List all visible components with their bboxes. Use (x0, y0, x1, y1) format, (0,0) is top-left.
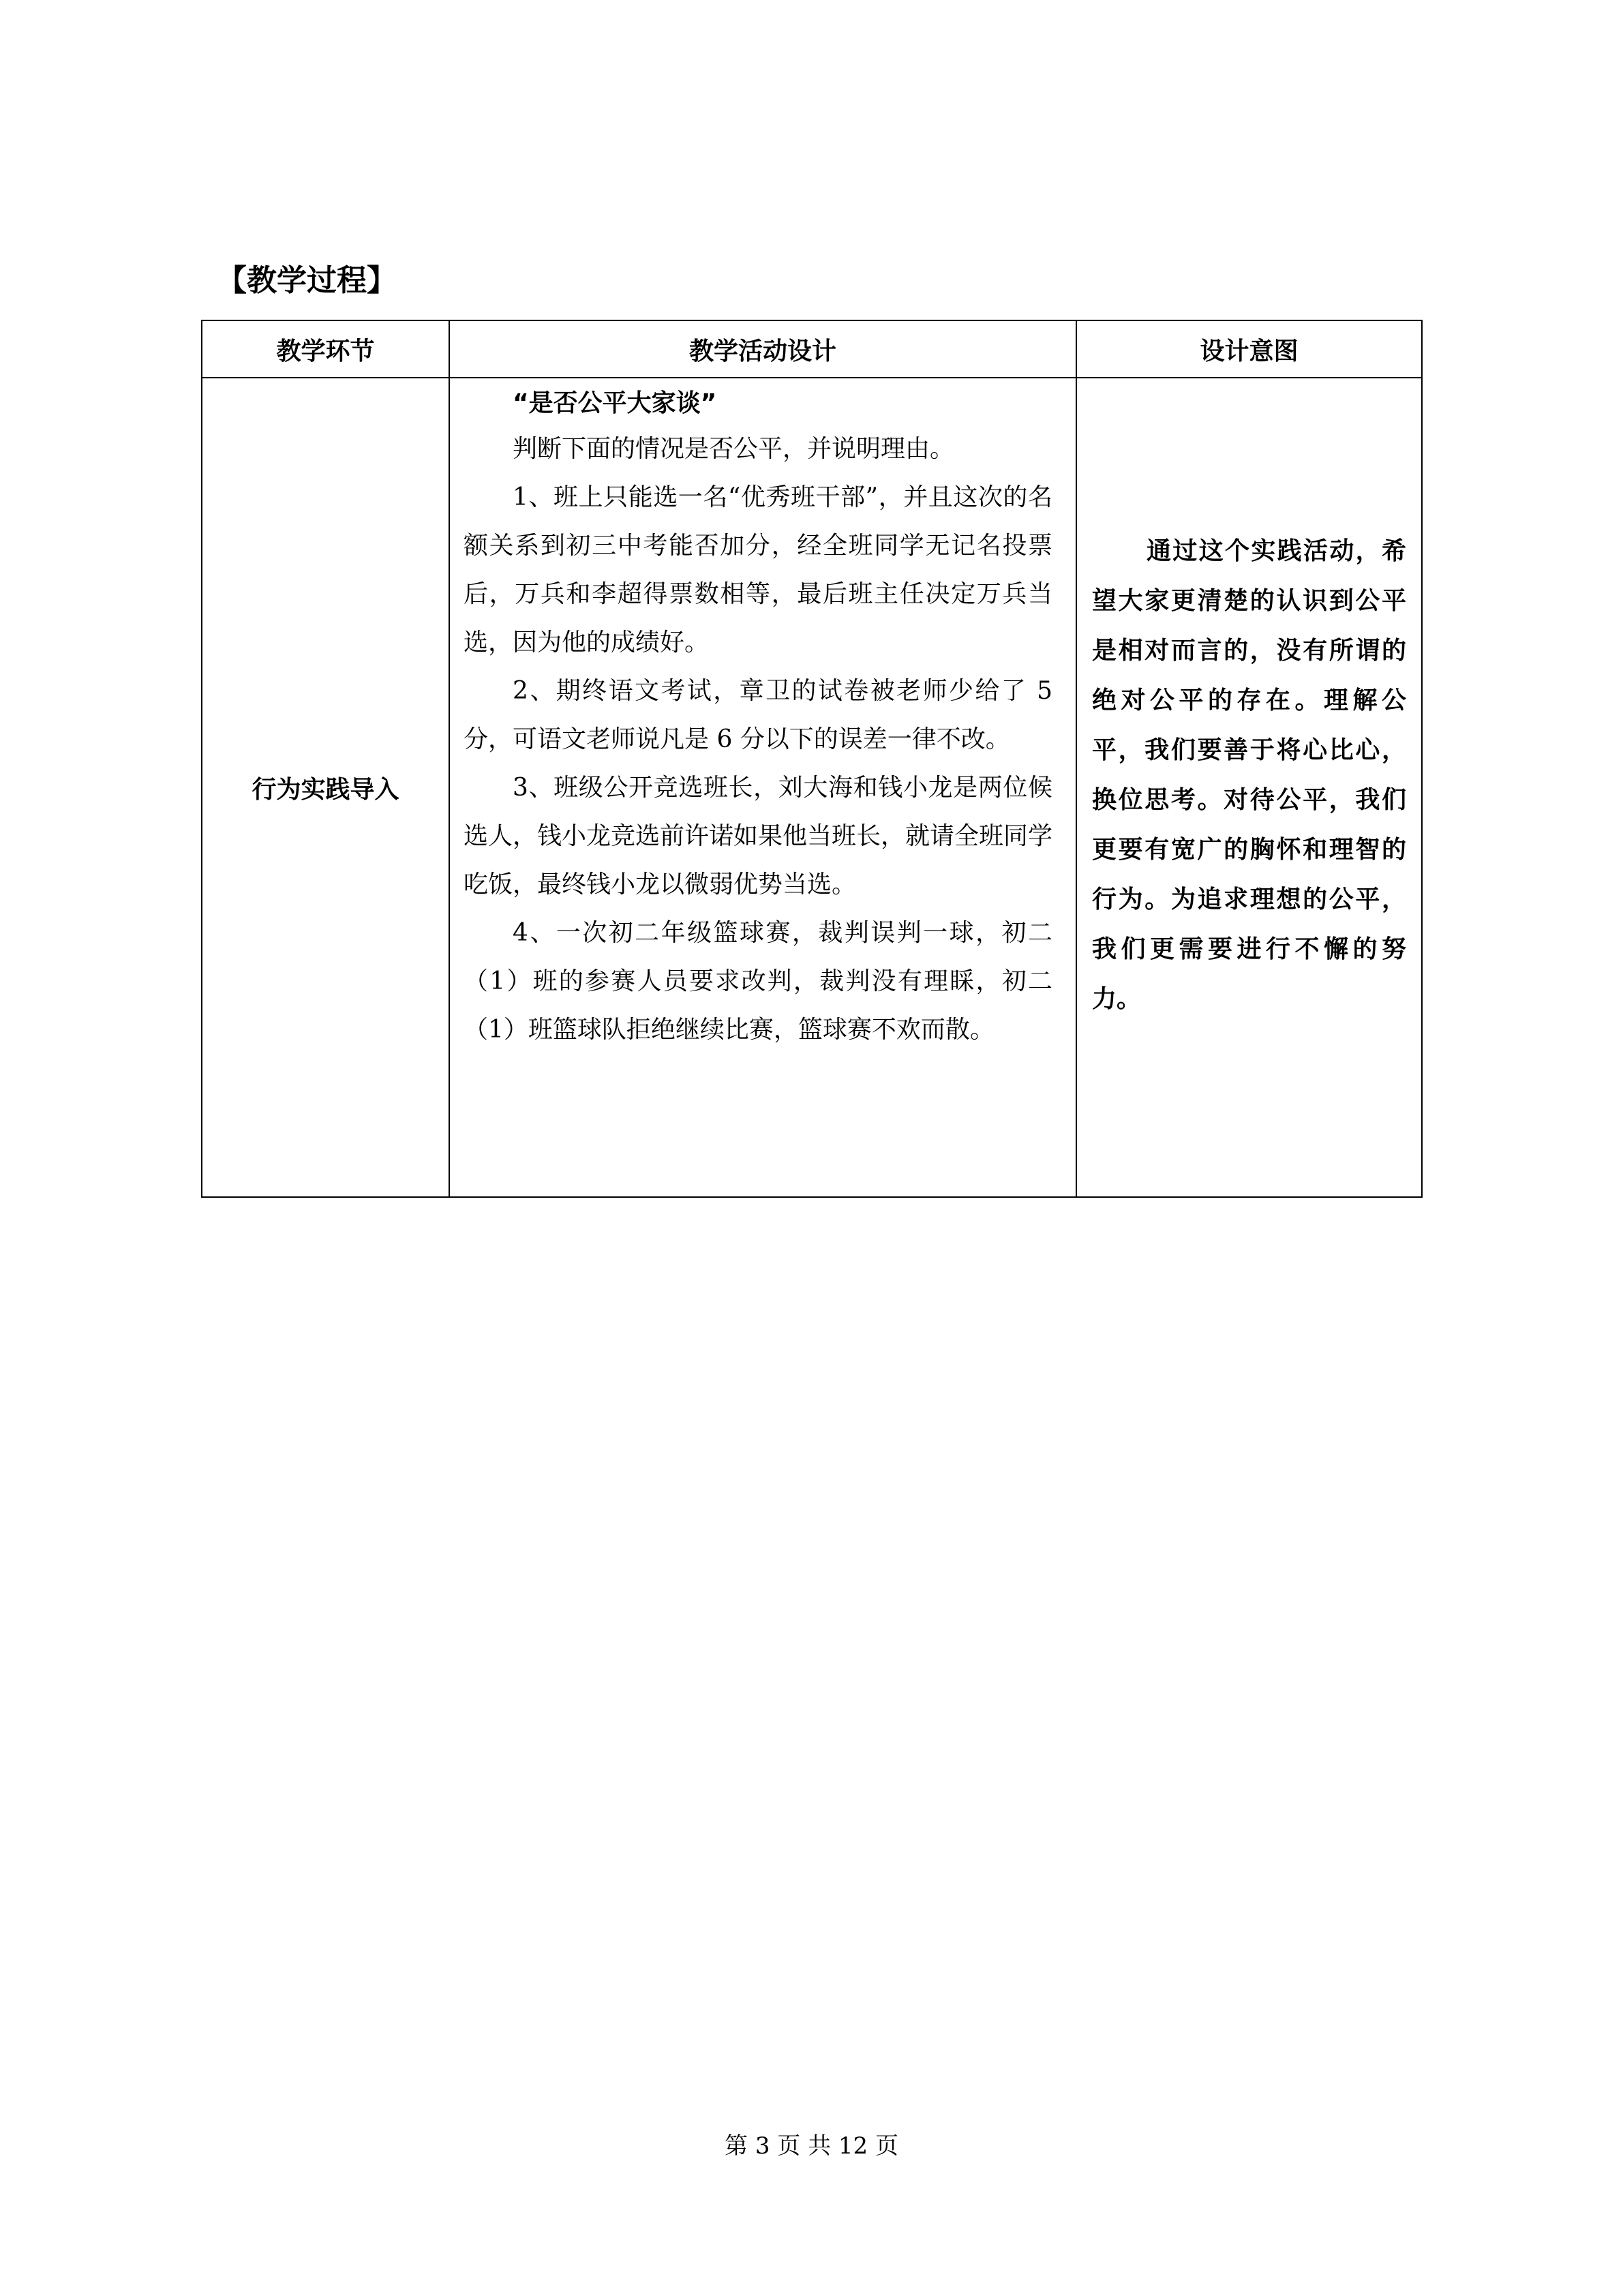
section-title: 【教学过程】 (217, 263, 397, 298)
intent-cell (1076, 378, 1422, 1197)
activity-paragraph: 1、班上只能选一名“优秀班干部”，并且这次的名额关系到初三中考能否加分，经全班同学无记名投票后，万兵和李超得票数相等，最后班主任决定万兵当选，因为他的成绩好。 (464, 483, 1052, 656)
header-activity: 教学活动设计 (449, 320, 1076, 378)
activity-paragraph: 判断下面的情况是否公平，并说明理由。 (513, 435, 955, 463)
page-footer: 第 3 页 共 12 页 (725, 2132, 898, 2160)
header-stage: 教学环节 (202, 320, 449, 378)
table-header-row (202, 320, 1422, 378)
activity-paragraph: 2、期终语文考试，章卫的试卷被老师少给了 5 分，可语文老师说凡是 6 分以下的误差一律不改。 (464, 677, 1052, 753)
activity-title: “是否公平大家谈” (513, 389, 717, 417)
stage-cell: 行为实践导入 (202, 378, 449, 1197)
activity-paragraph: 3、班级公开竞选班长，刘大海和钱小龙是两位候选人，钱小龙竞选前许诺如果他当班长，就请全班同学吃饭，最终钱小龙以微弱优势当选。 (464, 774, 1053, 898)
activity-paragraph: 4、一次初二年级篮球赛，裁判误判一球，初二（1）班的参赛人员要求改判，裁判没有理睬，初二（1）班篮球队拒绝继续比赛，篮球赛不欢而散。 (464, 919, 1052, 1044)
table-row (202, 378, 1422, 1197)
intent-text: 通过这个实践活动，希望大家更清楚的认识到公平是相对而言的，没有所谓的绝对公平的存在。理解公平，我们要善于将心比心，换位思考。对待公平，我们更要有宽广的胸怀和理智的行为。为追求理想的公平，我们更需要进行不懈的努力。 (1092, 537, 1406, 1013)
activity-cell (449, 378, 1076, 1197)
teaching-process-table (201, 320, 1423, 1198)
header-intent: 设计意图 (1076, 320, 1422, 378)
